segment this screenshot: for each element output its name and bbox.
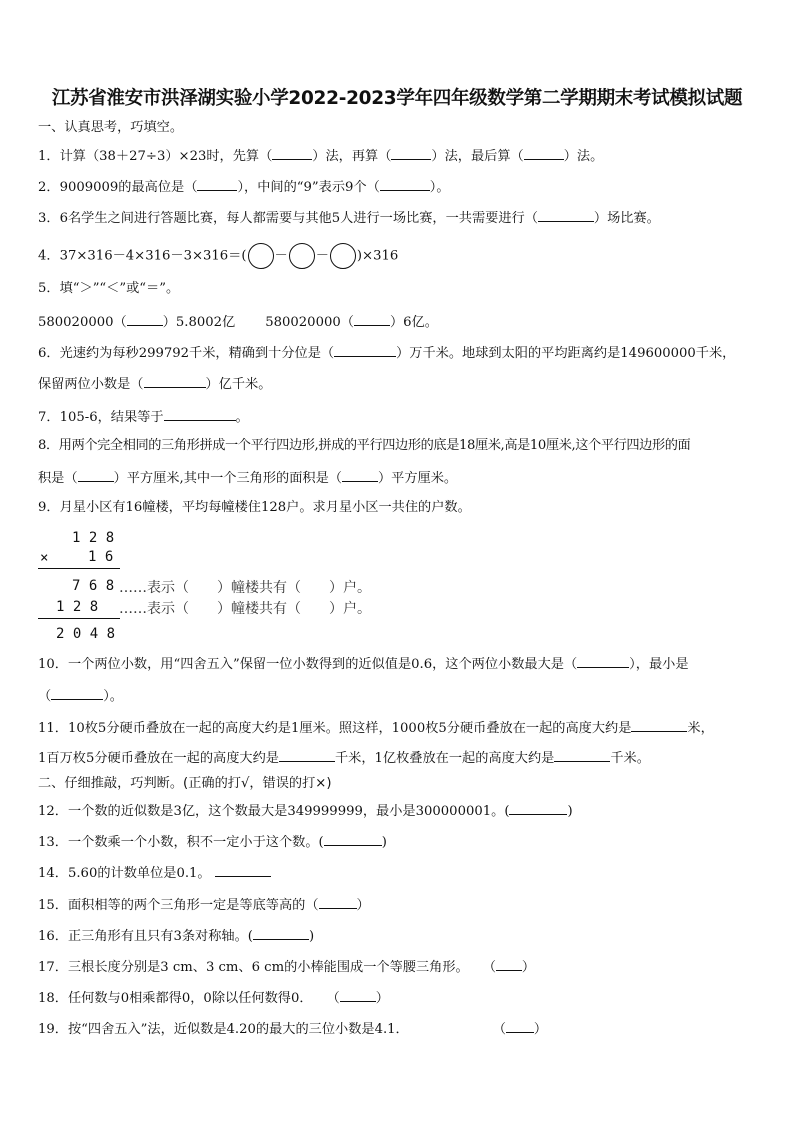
q11-text-d: 千米，1亿枚叠放在一起的高度大约是: [334, 751, 555, 766]
q11-blank-1[interactable]: [631, 718, 687, 732]
calc-note-1: ……表示（ ）幢楼共有（ ）户。: [119, 580, 371, 596]
q10-text-d: ）。: [103, 689, 123, 704]
q1-text-c: ）法，最后算（: [431, 149, 524, 164]
question-16: [38, 926, 314, 946]
q10-blank-1[interactable]: [577, 654, 629, 668]
q13-text-b: ): [381, 835, 387, 850]
q8-blank-2[interactable]: [342, 468, 378, 482]
calc-rule-2: [38, 618, 120, 619]
q12-text-b: ): [567, 804, 573, 819]
question-4: [38, 243, 398, 269]
q2-text-a: 2．9009009的最高位是（: [38, 180, 198, 195]
section-2-heading: 二、仔细推敲，巧判断。(正确的打√，错误的打×): [38, 776, 332, 791]
q6-text-d: ）亿千米。: [205, 377, 272, 392]
q7-text-a: 7．105-6，结果等于: [38, 410, 164, 425]
question-8-line-2: [38, 468, 457, 488]
q17-text-c: ）: [521, 960, 536, 975]
q18-text-a: 18．任何数与0相乘都得0，0除以任何数得0．: [38, 991, 313, 1006]
q1-blank-3[interactable]: [524, 146, 564, 160]
q4-minus-2: －: [315, 248, 329, 264]
q11-blank-3[interactable]: [554, 748, 610, 762]
q17-text-a: 17．三根长度分别是3 cm、3 cm、6 cm的小棒能围成一个等腰三角形。: [38, 960, 469, 975]
q7-text-b: 。: [235, 410, 249, 425]
q11-text-c: 1百万枚5分硬币叠放在一起的高度大约是: [38, 751, 279, 766]
calc-row-multiplier: 1 6: [88, 549, 114, 565]
calc-row-partial-2: 1 2 8: [56, 599, 99, 615]
q12-blank[interactable]: [509, 801, 567, 815]
q18-text-b: （: [326, 991, 340, 1006]
q5-left-2: 580020000（: [265, 315, 354, 330]
q6-text-c: 保留两位小数是（: [38, 377, 144, 392]
q4-circle-1[interactable]: [248, 243, 274, 269]
q5-right-2: ）6亿。: [389, 315, 438, 330]
q3-text-a: 3．6名学生之间进行答题比赛，每人都需要与其他5人进行一场比赛，一共需要进行（: [38, 211, 538, 226]
q13-text-a: 13．一个数乘一个小数，积不一定小于这个数。(: [38, 835, 324, 850]
q15-text-a: 15．面积相等的两个三角形一定是等底等高的（: [38, 898, 319, 913]
exam-title: 江苏省淮安市洪泽湖实验小学2022-2023学年四年级数学第二学期期末考试模拟试题: [51, 88, 743, 109]
q12-text-a: 12．一个数的近似数是3亿，这个数最大是349999999，最小是300000001。(: [38, 804, 510, 819]
q11-text-b: 米，: [687, 721, 714, 736]
q4-text-a: 4．37×316－4×316－3×316＝(: [38, 248, 247, 264]
q3-blank-1[interactable]: [538, 208, 594, 222]
question-14: [38, 863, 271, 883]
q1-text-d: ）法。: [563, 149, 604, 164]
q18-text-c: ）: [375, 991, 389, 1006]
q3-text-b: ）场比赛。: [593, 211, 660, 226]
question-19: [38, 1019, 547, 1039]
q17-text-b: （: [482, 960, 496, 975]
question-6-line-2: [38, 374, 271, 394]
q5-blank-1[interactable]: [127, 312, 163, 326]
q11-text-e: 千米。: [610, 751, 650, 766]
q6-blank-2[interactable]: [144, 374, 206, 388]
question-6-line-1: [38, 343, 735, 363]
section-1-heading: 一、认真思考，巧填空。: [38, 120, 184, 135]
q19-blank[interactable]: [506, 1019, 534, 1033]
q10-text-b: ），最小是: [629, 657, 689, 672]
question-10-line-2: [38, 686, 123, 706]
question-17: [38, 957, 535, 977]
q2-text-b: ），中间的“9”表示9个（: [237, 180, 380, 195]
question-5: 5．填“＞”“＜”或“＝”。: [38, 281, 180, 296]
q18-blank[interactable]: [340, 988, 376, 1002]
q1-blank-1[interactable]: [272, 146, 312, 160]
q19-text-c: ）: [533, 1022, 548, 1037]
question-15: [38, 895, 370, 915]
q8-text-c: ）平方厘米,其中一个三角形的面积是（: [113, 471, 342, 486]
question-5-items: [38, 312, 438, 332]
q11-blank-2[interactable]: [279, 748, 335, 762]
q5-right-1: ）5.8002亿: [162, 315, 236, 330]
question-7: [38, 407, 249, 427]
calc-row-multiplicand: 1 2 8: [72, 530, 115, 546]
q4-circle-2[interactable]: [289, 243, 315, 269]
q6-blank-1[interactable]: [334, 343, 396, 357]
q16-text-b: ): [308, 929, 315, 944]
question-11-line-1: [38, 718, 714, 738]
question-18: [38, 988, 389, 1008]
q2-text-c: ）。: [429, 180, 450, 195]
question-13: [38, 832, 387, 852]
calc-row-product: 2 0 4 8: [56, 626, 116, 642]
q6-text-b: ）万千米。地球到太阳的平均距离约是149600000千米，: [396, 346, 736, 361]
q8-text-b: 积是（: [38, 471, 78, 486]
q4-circle-3[interactable]: [330, 243, 356, 269]
question-2: [38, 177, 450, 197]
question-9: 9．月星小区有16幢楼，平均每幢楼住128户。求月星小区一共住的户数。: [38, 500, 471, 515]
question-3: [38, 208, 660, 228]
q15-blank[interactable]: [319, 895, 357, 909]
q8-text-d: ）平方厘米。: [377, 471, 458, 486]
q14-text-a: 14．5.60的计数单位是0.1。: [38, 866, 211, 881]
question-12: [38, 801, 573, 821]
q4-minus-1: －: [274, 248, 288, 264]
q19-text-b: （: [492, 1022, 506, 1037]
q10-blank-2[interactable]: [51, 686, 103, 700]
q7-blank-1[interactable]: [164, 407, 236, 421]
q5-blank-2[interactable]: [354, 312, 390, 326]
calc-row-partial-1: 7 6 8: [72, 578, 115, 594]
q17-blank[interactable]: [496, 957, 522, 971]
q19-text-a: 19．按“四舍五入”法，近似数是4.20的最大的三位小数是4.1．: [38, 1022, 409, 1037]
q5-left-1: 580020000（: [38, 315, 127, 330]
question-11-line-2: [38, 748, 650, 768]
q11-text-a: 11．10枚5分硬币叠放在一起的高度大约是1厘米。照这样，1000枚5分硬币叠放在一起的高度大约是: [38, 721, 632, 736]
calc-note-2: ……表示（ ）幢楼共有（ ）户。: [119, 601, 371, 617]
q13-blank[interactable]: [324, 832, 382, 846]
q16-text-a: 16．正三角形有且只有3条对称轴。(: [38, 929, 253, 944]
question-8-line-1: 8．用两个完全相同的三角形拼成一个平行四边形,拼成的平行四边形的底是18厘米,高是10厘米,这个平行四边形的面: [38, 438, 691, 453]
question-1: [38, 146, 603, 166]
q1-text-a: 1．计算（38＋27÷3）×23时，先算（: [38, 149, 273, 164]
q15-text-b: ）: [356, 898, 370, 913]
q1-blank-2[interactable]: [391, 146, 431, 160]
q4-text-b: )×316: [356, 248, 399, 264]
q8-blank-1[interactable]: [78, 468, 114, 482]
q1-text-b: ）法，再算（: [312, 149, 392, 164]
question-10-line-1: [38, 654, 689, 674]
q6-text-a: 6．光速约为每秒299792千米，精确到十分位是（: [38, 346, 335, 361]
q10-text-a: 10．一个两位小数，用“四舍五入”保留一位小数得到的近似值是0.6，这个两位小数最大是（: [38, 657, 578, 672]
calc-rule-1: [38, 568, 120, 569]
q10-text-c: （: [38, 689, 52, 704]
calc-times-sign: ×: [40, 550, 49, 566]
q14-blank[interactable]: [215, 863, 271, 877]
q2-blank-2[interactable]: [380, 177, 430, 191]
q16-blank[interactable]: [253, 926, 309, 940]
q2-blank-1[interactable]: [197, 177, 237, 191]
